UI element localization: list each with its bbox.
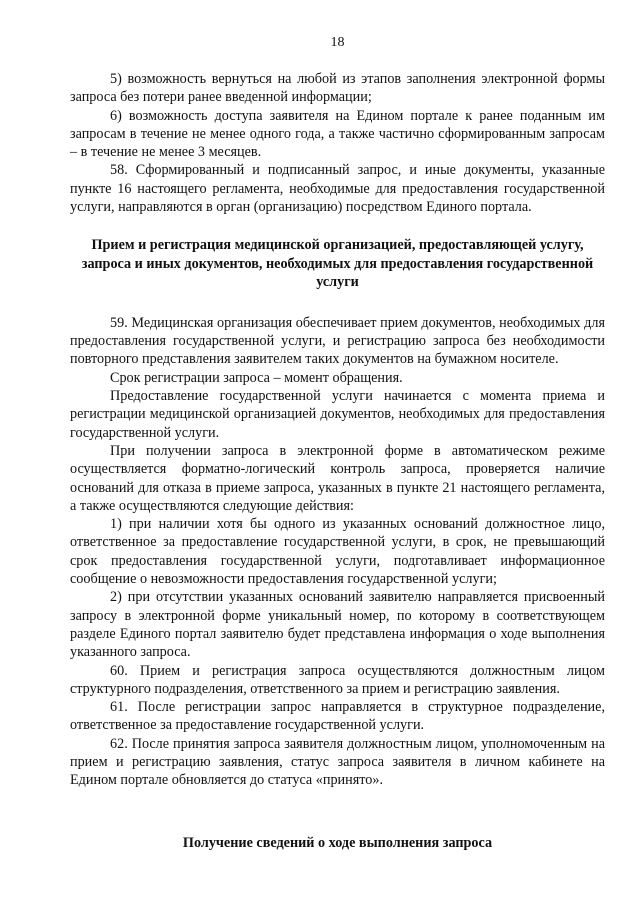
paragraph-item-6: 6) возможность доступа заявителя на Едином портале к ранее поданным им запросам в течение не менее одного года, а также частично сформированным запросам – в течение не менее 3 месяцев. [70,107,605,161]
paragraph-action-2: 2) при отсутствии указанных оснований заявителю направляется присвоенный запросу в электронной форме уникальный номер, по которому в соответствующем разделе Единого портал заявителю будет представлена информация о ходе выполнения указанного запроса. [70,589,605,661]
paragraph-service-start: Предоставление государственной услуги начинается с момента приема и регистрации медицинской организацией документов, необходимых для предоставления государственной услуги. [70,388,605,441]
section-electronic-form-features [70,70,605,216]
paragraph-59: 59. Медицинская организация обеспечивает прием документов, необходимых для предоставления государственной услуги, и регистрацию запроса без необходимости повторного представления заявителем таких документов на бумажном носителе. [70,314,605,368]
paragraph-item-5: 5) возможность вернуться на любой из этапов заполнения электронной формы запроса без потери ранее введенной информации; [70,71,605,106]
page-number: 18 [330,35,345,50]
section-heading-reception-registration: Прием и регистрация медицинской организацией, предоставляющей услугу, запроса и иных документов, необходимых для предоставления государственной услуги [81,237,594,291]
paragraph-60: 60. Прием и регистрация запроса осуществляются должностным лицом структурного подразделения, ответственного за прием и регистрацию заявления. [70,662,605,697]
section-reception-registration [70,314,605,790]
paragraph-62: 62. После принятия запроса заявителя должностным лицом, уполномоченным на прием и регистрацию заявления, статус запроса заявителя в личном кабинете на Едином портале обновляется до статуса «принято». [70,735,605,789]
paragraph-electronic-control: При получении запроса в электронной форме в автоматическом режиме осуществляется форматно-логический контроль запроса, проверяется наличие оснований для отказа в приеме запроса, указанных в пункте 21 настоящего регламента, а также осуществляются следующие действия: [70,442,605,514]
section-heading-request-status: Получение сведений о ходе выполнения запроса [182,834,493,851]
paragraph-action-1: 1) при наличии хотя бы одного из указанных оснований должностное лицо, ответственное за предоставление государственной услуги, в срок, не превышающий срок предоставления государственной услуги, подготавливает информационное сообщение о невозможности предоставления государственной услуги; [70,516,605,588]
paragraph-58: 58. Сформированный и подписанный запрос, и иные документы, указанные пункте 16 настоящего регламента, необходимые для предоставления государственной услуги, направляются в орган (организацию) посредством Единого портала. [70,162,605,216]
paragraph-registration-term: Срок регистрации запроса – момент обращения. [110,369,403,386]
paragraph-61: 61. После регистрации запрос направляется в структурное подразделение, ответственное за предоставление государственной услуги. [70,699,605,734]
